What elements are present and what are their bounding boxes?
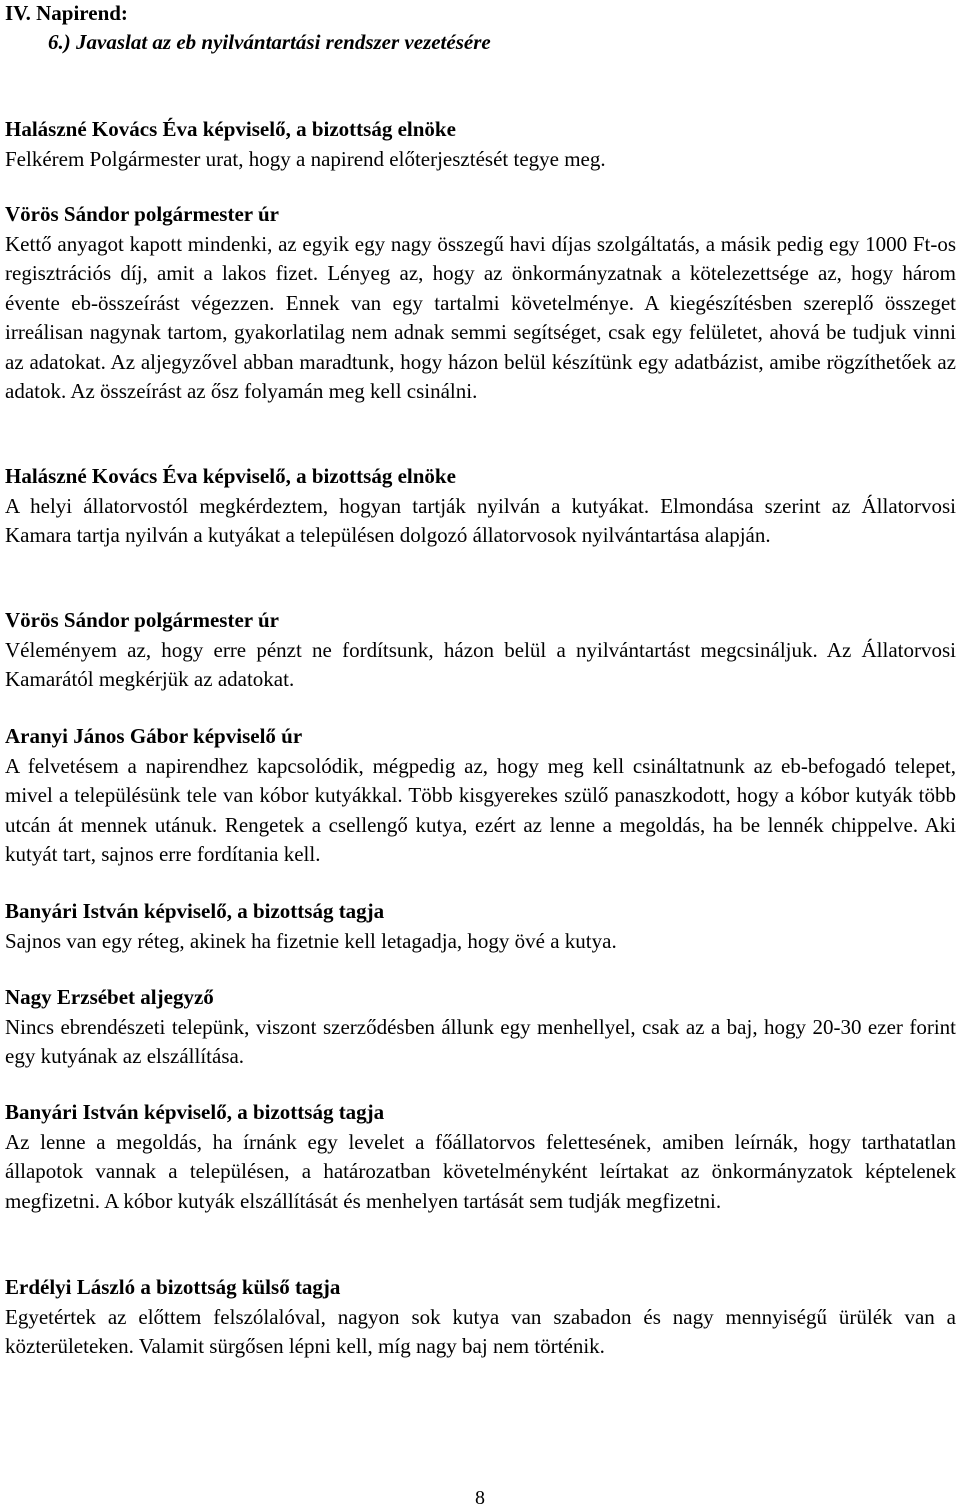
speech-text: A felvetésem a napirendhez kapcsolódik, mégpedig az, hogy meg kell csináltatnunk az eb-befogadó telepet, mivel a településünk tele van kóbor kutyákkal. Több kisgyerekes szülő panaszkodott, hogy a kóbor kutyák több utcán át mennek utánuk. Rengetek a csellengő kutya, ezért az lenne a megoldás, ha be lennék chippelve. Aki kutyát tart, sajnos erre fordítania kell. — [5, 753, 956, 866]
speaker-name: Banyári István képviselő, a bizottság tagja — [5, 1100, 385, 1124]
agenda-title: IV. Napirend: — [5, 1, 128, 25]
speaker-name: Halászné Kovács Éva képviselő, a bizottság elnöke — [5, 464, 456, 488]
speech-block — [5, 200, 956, 407]
speech-block — [5, 606, 956, 695]
speech-text: Az lenne a megoldás, ha írnánk egy levelet a főállatorvos felettesének, amiben leírnák, hogy tarthatatlan állapotok vannak a településen, a határozatban követelményként leírtakat az önkormányzatok képtelenek megfizetni. A kóbor kutyák elszállítását és menhelyen tartását sem tudják megfizetni. — [5, 1129, 956, 1213]
page-number: 8 — [475, 1487, 485, 1509]
speech-text: Kettő anyagot kapott mindenki, az egyik egy nagy összegű havi díjas szolgáltatás, a másik pedig egy 1000 Ft-os regisztrációs díj, amit a lakos fizet. Lényeg az, hogy az önkormányzatnak a kötelezettsége az, hogy három évente eb-összeírást végezzen. Ennek van egy tartalmi követelménye. A kiegészítésben szereplő összeget irreálisan nagynak tartom, gyakorlatilag nem adnak semmi segítséget, csak egy felületet, ahová be tudjuk vinni az adatokat. Az aljegyzővel abban maradtunk, hogy házon belül készítünk egy adatbázist, amibe rögzíthetőek az adatok. Az összeírást az ősz folyamán meg kell csinálni. — [5, 231, 956, 403]
speaker-name: Erdélyi László a bizottság külső tagja — [5, 1275, 341, 1299]
speaker-name: Banyári István képviselő, a bizottság tagja — [5, 899, 385, 923]
agenda-heading — [5, 0, 956, 57]
speech-text: Felkérem Polgármester urat, hogy a napirend előterjesztését tegye meg. — [5, 146, 606, 171]
speech-block — [5, 1098, 956, 1216]
speech-text: A helyi állatorvostól megkérdeztem, hogyan tartják nyilván a kutyákat. Elmondása szerint az Állatorvosi Kamara tartja nyilván a kutyákat a településen dolgozó állatorvosok nyilvántartása alapján. — [5, 493, 956, 547]
speech-text: Egyetértek az előttem felszólalóval, nagyon sok kutya van szabadon és nagy mennyiségű ürülék van a közterületeken. Valamit sürgősen lépni kell, míg nagy baj nem történik. — [5, 1304, 956, 1358]
speech-text: Sajnos van egy réteg, akinek ha fizetnie kell letagadja, hogy övé a kutya. — [5, 928, 617, 953]
speech-block — [5, 115, 956, 174]
speech-block — [5, 722, 956, 870]
speaker-name: Halászné Kovács Éva képviselő, a bizottság elnöke — [5, 117, 456, 141]
speech-block — [5, 897, 956, 956]
speech-text: Nincs ebrendészeti telepünk, viszont szerződésben állunk egy menhellyel, csak az a baj, hogy 20-30 ezer forint egy kutyának az elszállítása. — [5, 1014, 956, 1068]
speaker-name: Nagy Erzsébet aljegyző — [5, 985, 214, 1009]
speaker-name: Vörös Sándor polgármester úr — [5, 608, 279, 632]
agenda-subtitle: 6.) Javaslat az eb nyilvántartási rendszer vezetésére — [48, 30, 491, 54]
speech-block — [5, 462, 956, 551]
speaker-name: Aranyi János Gábor képviselő úr — [5, 724, 303, 748]
speaker-name: Vörös Sándor polgármester úr — [5, 202, 279, 226]
speech-text: Véleményem az, hogy erre pénzt ne fordítsunk, házon belül a nyilvántartást megcsináljuk. Az Állatorvosi Kamarától megkérjük az adatokat. — [5, 637, 956, 691]
speech-block — [5, 983, 956, 1072]
speech-block — [5, 1273, 956, 1362]
